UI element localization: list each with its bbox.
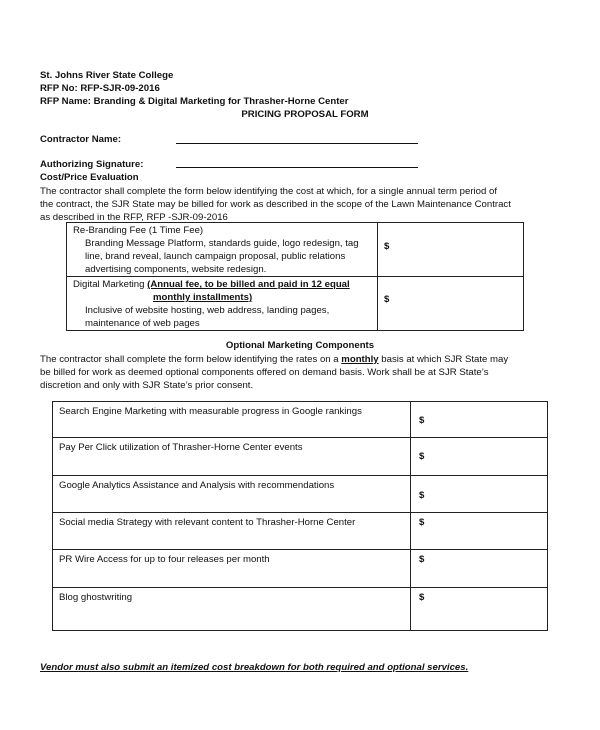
vendor-breakdown-note: Vendor must also submit an itemized cost breakdown for both required and optional services. xyxy=(40,662,469,673)
optional-intro-line: be billed for work as deemed optional components offered on demand basis. Work shall be at SJR State’s xyxy=(40,367,489,378)
college-name: St. Johns River State College xyxy=(40,70,174,81)
optional-price: $ xyxy=(419,490,425,501)
optional-item-cell xyxy=(53,438,411,476)
monthly-emphasis: monthly xyxy=(341,354,379,365)
table-row xyxy=(67,223,524,277)
table-row xyxy=(53,550,548,588)
optional-item-label: Social media Strategy with relevant content to Thrasher-Horne Center xyxy=(59,517,356,528)
digital-marketing-price-cell[interactable] xyxy=(378,277,524,331)
optional-item-cell xyxy=(53,550,411,588)
optional-item-label: PR Wire Access for up to four releases per month xyxy=(59,554,270,565)
optional-heading: Optional Marketing Components xyxy=(225,340,375,351)
table-row xyxy=(67,277,524,331)
optional-intro-line-1 xyxy=(40,353,560,366)
optional-price: $ xyxy=(419,554,425,565)
optional-item-label: Google Analytics Assistance and Analysis with recommendations xyxy=(59,480,335,491)
table-row xyxy=(53,513,548,550)
digital-marketing-title-prefix: Digital Marketing xyxy=(73,279,148,290)
rebranding-line: Branding Message Platform, standards guide, logo redesign, tag xyxy=(85,238,359,249)
optional-pricing-table xyxy=(52,401,548,631)
optional-price: $ xyxy=(419,517,425,528)
optional-item-label: Blog ghostwriting xyxy=(59,592,133,603)
authorizing-signature-label: Authorizing Signature: xyxy=(40,159,144,170)
digital-marketing-fee-terms-2: monthly installments) xyxy=(153,292,253,303)
cost-eval-heading: Cost/Price Evaluation xyxy=(40,172,139,183)
cost-eval-intro-line: as described in the RFP, RFP -SJR-09-2016 xyxy=(40,212,228,223)
optional-item-cell xyxy=(53,513,411,550)
rebranding-line: advertising components, website redesign. xyxy=(85,264,267,275)
digital-marketing-fee-terms: (Annual fee, to be billed and paid in 12 equal xyxy=(147,279,350,290)
optional-price-cell[interactable] xyxy=(411,476,548,513)
rebranding-price-cell[interactable] xyxy=(378,223,524,277)
rebranding-price: $ xyxy=(384,241,390,252)
digital-marketing-description-cell xyxy=(67,277,378,331)
optional-intro-text: basis at which SJR State may xyxy=(378,354,509,365)
optional-intro-line: discretion and only with SJR State’s prior consent. xyxy=(40,380,254,391)
optional-price: $ xyxy=(419,592,425,603)
cost-eval-intro-line: the contract, the SJR State may be billed for work as described in the scope of the Lawn Maintenance Contract xyxy=(40,199,511,210)
optional-item-cell xyxy=(53,588,411,631)
contractor-name-field[interactable] xyxy=(176,143,418,144)
rfp-name: RFP Name: Branding & Digital Marketing for Thrasher-Horne Center xyxy=(40,96,349,107)
optional-price-cell[interactable] xyxy=(411,402,548,438)
authorizing-signature-field[interactable] xyxy=(176,167,418,168)
cost-eval-intro xyxy=(40,185,560,224)
table-row xyxy=(53,588,548,631)
table-row xyxy=(53,476,548,513)
digital-marketing-line: maintenance of web pages xyxy=(85,318,200,329)
required-pricing-table xyxy=(66,222,524,331)
optional-price-cell[interactable] xyxy=(411,513,548,550)
optional-item-label: Search Engine Marketing with measurable progress in Google rankings xyxy=(59,406,362,417)
form-title: PRICING PROPOSAL FORM xyxy=(241,109,369,120)
optional-intro-text: The contractor shall complete the form below identifying the rates on a xyxy=(40,354,342,365)
rfp-number: RFP No: RFP-SJR-09-2016 xyxy=(40,83,160,94)
optional-price-cell[interactable] xyxy=(411,438,548,476)
digital-marketing-price: $ xyxy=(384,294,390,305)
digital-marketing-line: Inclusive of website hosting, web address, landing pages, xyxy=(85,305,330,316)
optional-item-cell xyxy=(53,476,411,513)
rebranding-description-cell xyxy=(67,223,378,277)
optional-item-label: Pay Per Click utilization of Thrasher-Horne Center events xyxy=(59,442,303,453)
optional-intro xyxy=(40,353,560,392)
rebranding-title: Re-Branding Fee (1 Time Fee) xyxy=(73,225,204,236)
optional-item-cell xyxy=(53,402,411,438)
digital-marketing-title xyxy=(73,278,373,291)
optional-price: $ xyxy=(419,415,425,426)
optional-price-cell[interactable] xyxy=(411,588,548,631)
table-row xyxy=(53,438,548,476)
rebranding-line: line, brand reveal, launch campaign proposal, public relations xyxy=(85,251,346,262)
cost-eval-intro-line: The contractor shall complete the form below identifying the cost at which, for a single annual term period of xyxy=(40,186,498,197)
optional-price-cell[interactable] xyxy=(411,550,548,588)
contractor-name-label: Contractor Name: xyxy=(40,134,122,145)
table-row xyxy=(53,402,548,438)
optional-price: $ xyxy=(419,451,425,462)
